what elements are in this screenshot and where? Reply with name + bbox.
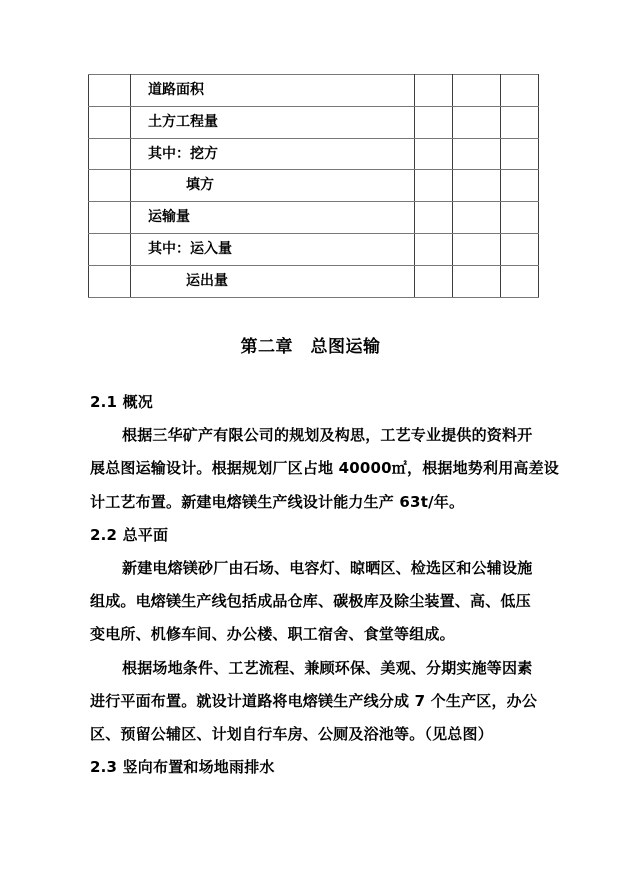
row-label: 运输量 <box>131 202 415 234</box>
paragraph-line: 区、预留公辅区、计划自行车房、公厕及浴池等。（见总图） <box>90 725 493 744</box>
empty-cell <box>89 106 131 138</box>
empty-cell <box>453 265 501 297</box>
table-row <box>89 106 539 138</box>
empty-cell <box>453 170 501 202</box>
row-label: 其中：挖方 <box>131 138 415 170</box>
paragraph-line: 组成。电熔镁生产线包括成品仓库、碳极库及除尘装置、高、低压 <box>90 592 531 611</box>
empty-cell <box>501 170 539 202</box>
empty-cell <box>415 265 453 297</box>
empty-cell <box>415 106 453 138</box>
empty-cell <box>453 106 501 138</box>
table-row <box>89 170 539 202</box>
paragraph-line: 根据场地条件、工艺流程、兼顾环保、美观、分期实施等因素 <box>122 658 533 677</box>
empty-cell <box>415 138 453 170</box>
paragraph-line: 展总图运输设计。根据规划厂区占地 40000㎡，根据地势利用高差设 <box>90 459 560 478</box>
empty-cell <box>453 138 501 170</box>
table-row <box>89 202 539 234</box>
section-title-2-1: 2.1 概况 <box>90 393 153 411</box>
row-label: 其中：运入量 <box>131 233 415 265</box>
empty-cell <box>415 75 453 107</box>
empty-cell <box>453 233 501 265</box>
empty-cell <box>501 75 539 107</box>
row-label: 道路面积 <box>131 75 415 107</box>
empty-cell <box>501 138 539 170</box>
table-row <box>89 233 539 265</box>
empty-cell <box>415 202 453 234</box>
quantities-table <box>88 74 539 298</box>
section-title-2-2: 2.2 总平面 <box>90 525 169 544</box>
row-label: 填方 <box>131 170 415 202</box>
empty-cell <box>415 233 453 265</box>
empty-cell <box>453 202 501 234</box>
table-row <box>89 265 539 297</box>
table-row <box>89 138 539 170</box>
paragraph-line: 计工艺布置。新建电熔镁生产线设计能力生产 63t/年。 <box>90 492 465 511</box>
empty-cell <box>89 170 131 202</box>
empty-cell <box>501 106 539 138</box>
empty-cell <box>89 138 131 170</box>
empty-cell <box>501 265 539 297</box>
section-title-2-3: 2.3 竖向布置和场地雨排水 <box>90 758 275 777</box>
row-label: 土方工程量 <box>131 106 415 138</box>
empty-cell <box>89 233 131 265</box>
paragraph-line: 进行平面布置。就设计道路将电熔镁生产线分成 7 个生产区，办公 <box>90 691 538 710</box>
empty-cell <box>89 265 131 297</box>
document-body <box>90 386 560 784</box>
empty-cell <box>415 170 453 202</box>
empty-cell <box>501 233 539 265</box>
empty-cell <box>89 202 131 234</box>
table-row <box>89 75 539 107</box>
paragraph-line: 变电所、机修车间、办公楼、职工宿舍、食堂等组成。 <box>90 625 455 644</box>
paragraph-line: 根据三华矿产有限公司的规划及构思，工艺专业提供的资料开 <box>122 426 533 445</box>
chapter-heading: 第二章 总图运输 <box>240 337 381 357</box>
paragraph-line: 新建电熔镁砂厂由石场、电容灯、晾晒区、检选区和公辅设施 <box>122 559 533 578</box>
empty-cell <box>453 75 501 107</box>
empty-cell <box>89 75 131 107</box>
empty-cell <box>501 202 539 234</box>
row-label: 运出量 <box>131 265 415 297</box>
